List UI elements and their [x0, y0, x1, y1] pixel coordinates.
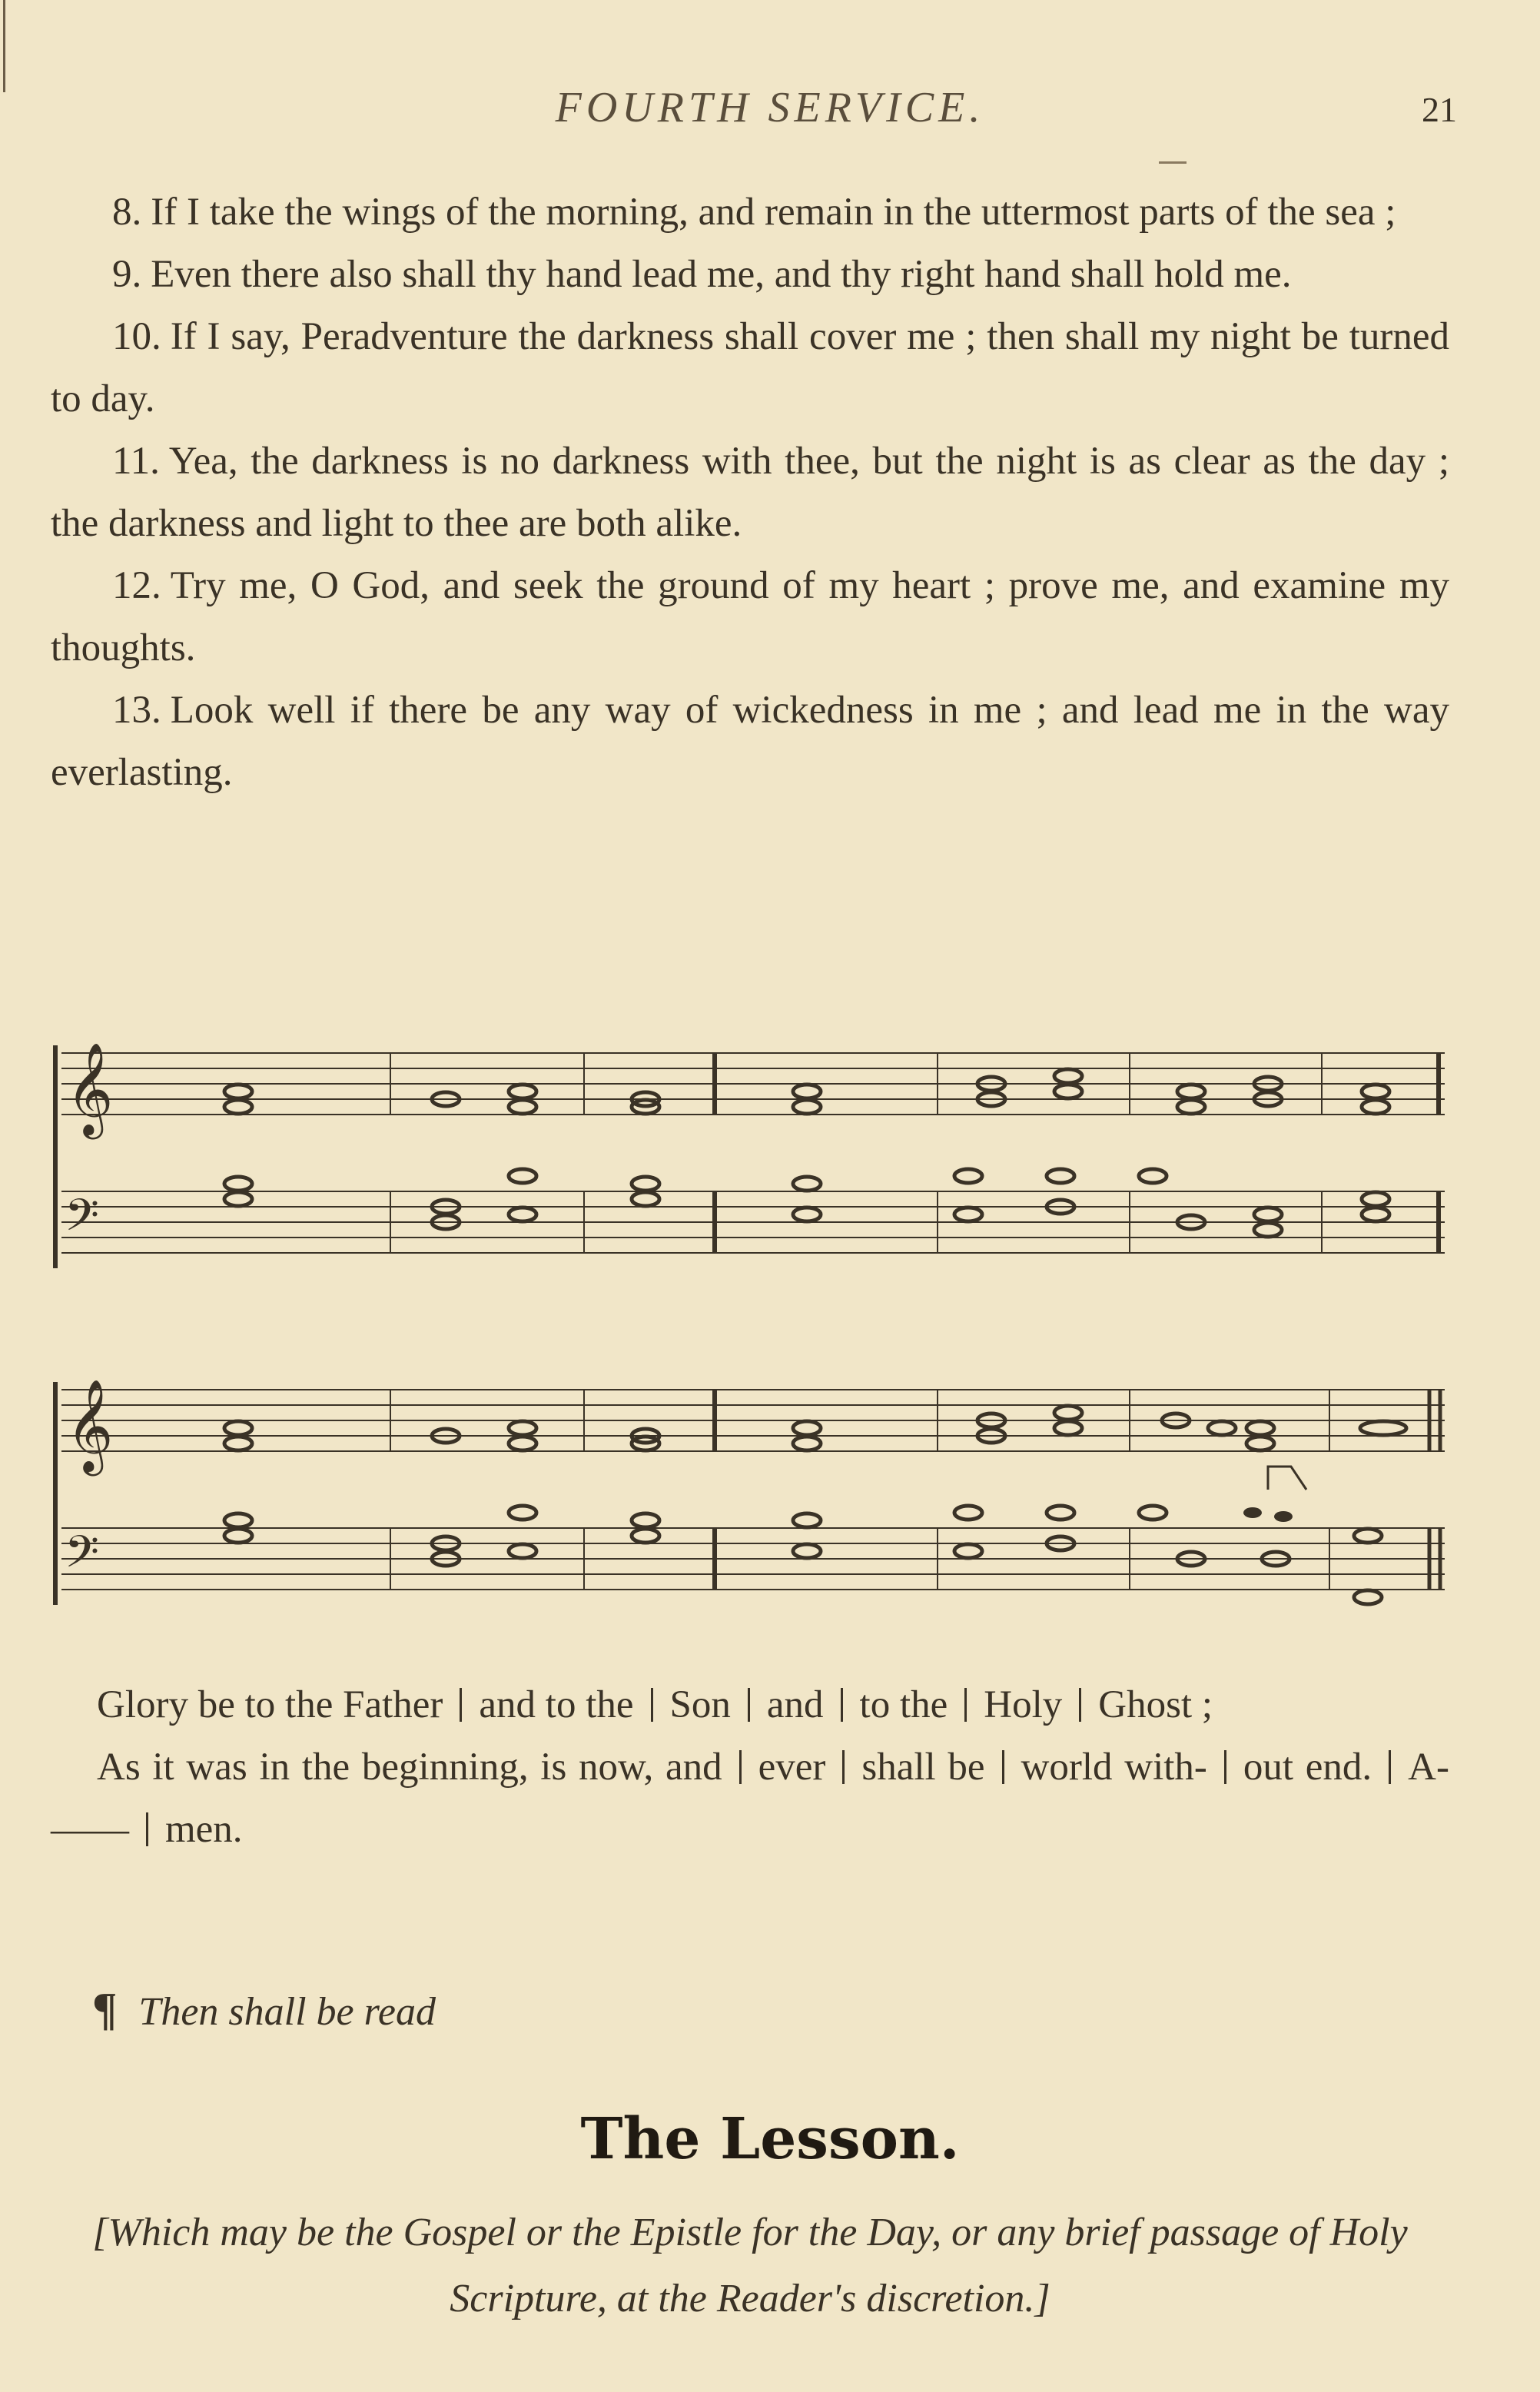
bar-line	[841, 1688, 843, 1722]
bass-clef-icon: 𝄢	[65, 1189, 100, 1252]
verse-12: 12. Try me, O God, and seek the ground of my heart ; prove me, and examine my thoughts.	[51, 564, 1449, 669]
verse-13: 13. Look well if there be any way of wickedness in me ; and lead me in the way everlasting.	[51, 689, 1449, 794]
music-system-1	[46, 1030, 1455, 1284]
pilcrow-icon: ¶	[92, 1984, 118, 2035]
bar-line	[739, 1750, 742, 1784]
verse-10: 10. If I say, Peradventure the darkness shall cover me ; then shall my night be turned to day.	[51, 315, 1449, 420]
chant-score-1	[46, 1030, 1455, 1284]
lesson-heading: The Lesson.	[580, 2106, 960, 2172]
verse-8: 8. If I take the wings of the morning, and remain in the uttermost parts of the sea ;	[112, 191, 1396, 234]
verse-11: 11. Yea, the darkness is no darkness with thee, but the night is as clear as the day ; the darkness and light to thee are both alike.	[51, 440, 1449, 545]
gloria-line-2: As it was in the beginning, is now, and ever shall be world with- out end. A-—— men.	[51, 1746, 1449, 1851]
gloria-line-1: Glory be to the Father and to the Son and to the Holy Ghost ;	[97, 1683, 1213, 1726]
page-number: 21	[1422, 90, 1457, 129]
running-title: FOURTH SERVICE.	[555, 84, 985, 131]
bar-line	[146, 1812, 148, 1846]
bar-line	[1224, 1750, 1226, 1784]
music-system-2	[46, 1367, 1455, 1620]
bar-line	[1079, 1688, 1081, 1722]
page-edge-line	[3, 0, 5, 92]
bar-line	[964, 1688, 967, 1722]
treble-clef-icon: 𝄞	[66, 1042, 114, 1135]
rubric: ¶ Then shall be read	[92, 1984, 436, 2035]
bass-clef-icon: 𝄢	[65, 1526, 100, 1589]
bar-line	[1389, 1750, 1391, 1784]
bar-line	[842, 1750, 845, 1784]
bar-line	[460, 1688, 462, 1722]
gloria-patri	[51, 1674, 1449, 1861]
ornament-dash	[1159, 161, 1187, 164]
treble-clef-icon: 𝄞	[66, 1378, 114, 1472]
bar-line	[1002, 1750, 1004, 1784]
chant-score-2	[46, 1367, 1455, 1620]
bar-line	[748, 1688, 750, 1722]
bar-line	[651, 1688, 653, 1722]
verse-9: 9. Even there also shall thy hand lead me, and thy right hand shall hold me.	[112, 253, 1292, 296]
psalm-text	[51, 181, 1449, 804]
lesson-note: [Which may be the Gospel or the Epistle for the Day, or any brief passage of Holy Scripture, at the Reader's discretion.]	[92, 2211, 1408, 2321]
